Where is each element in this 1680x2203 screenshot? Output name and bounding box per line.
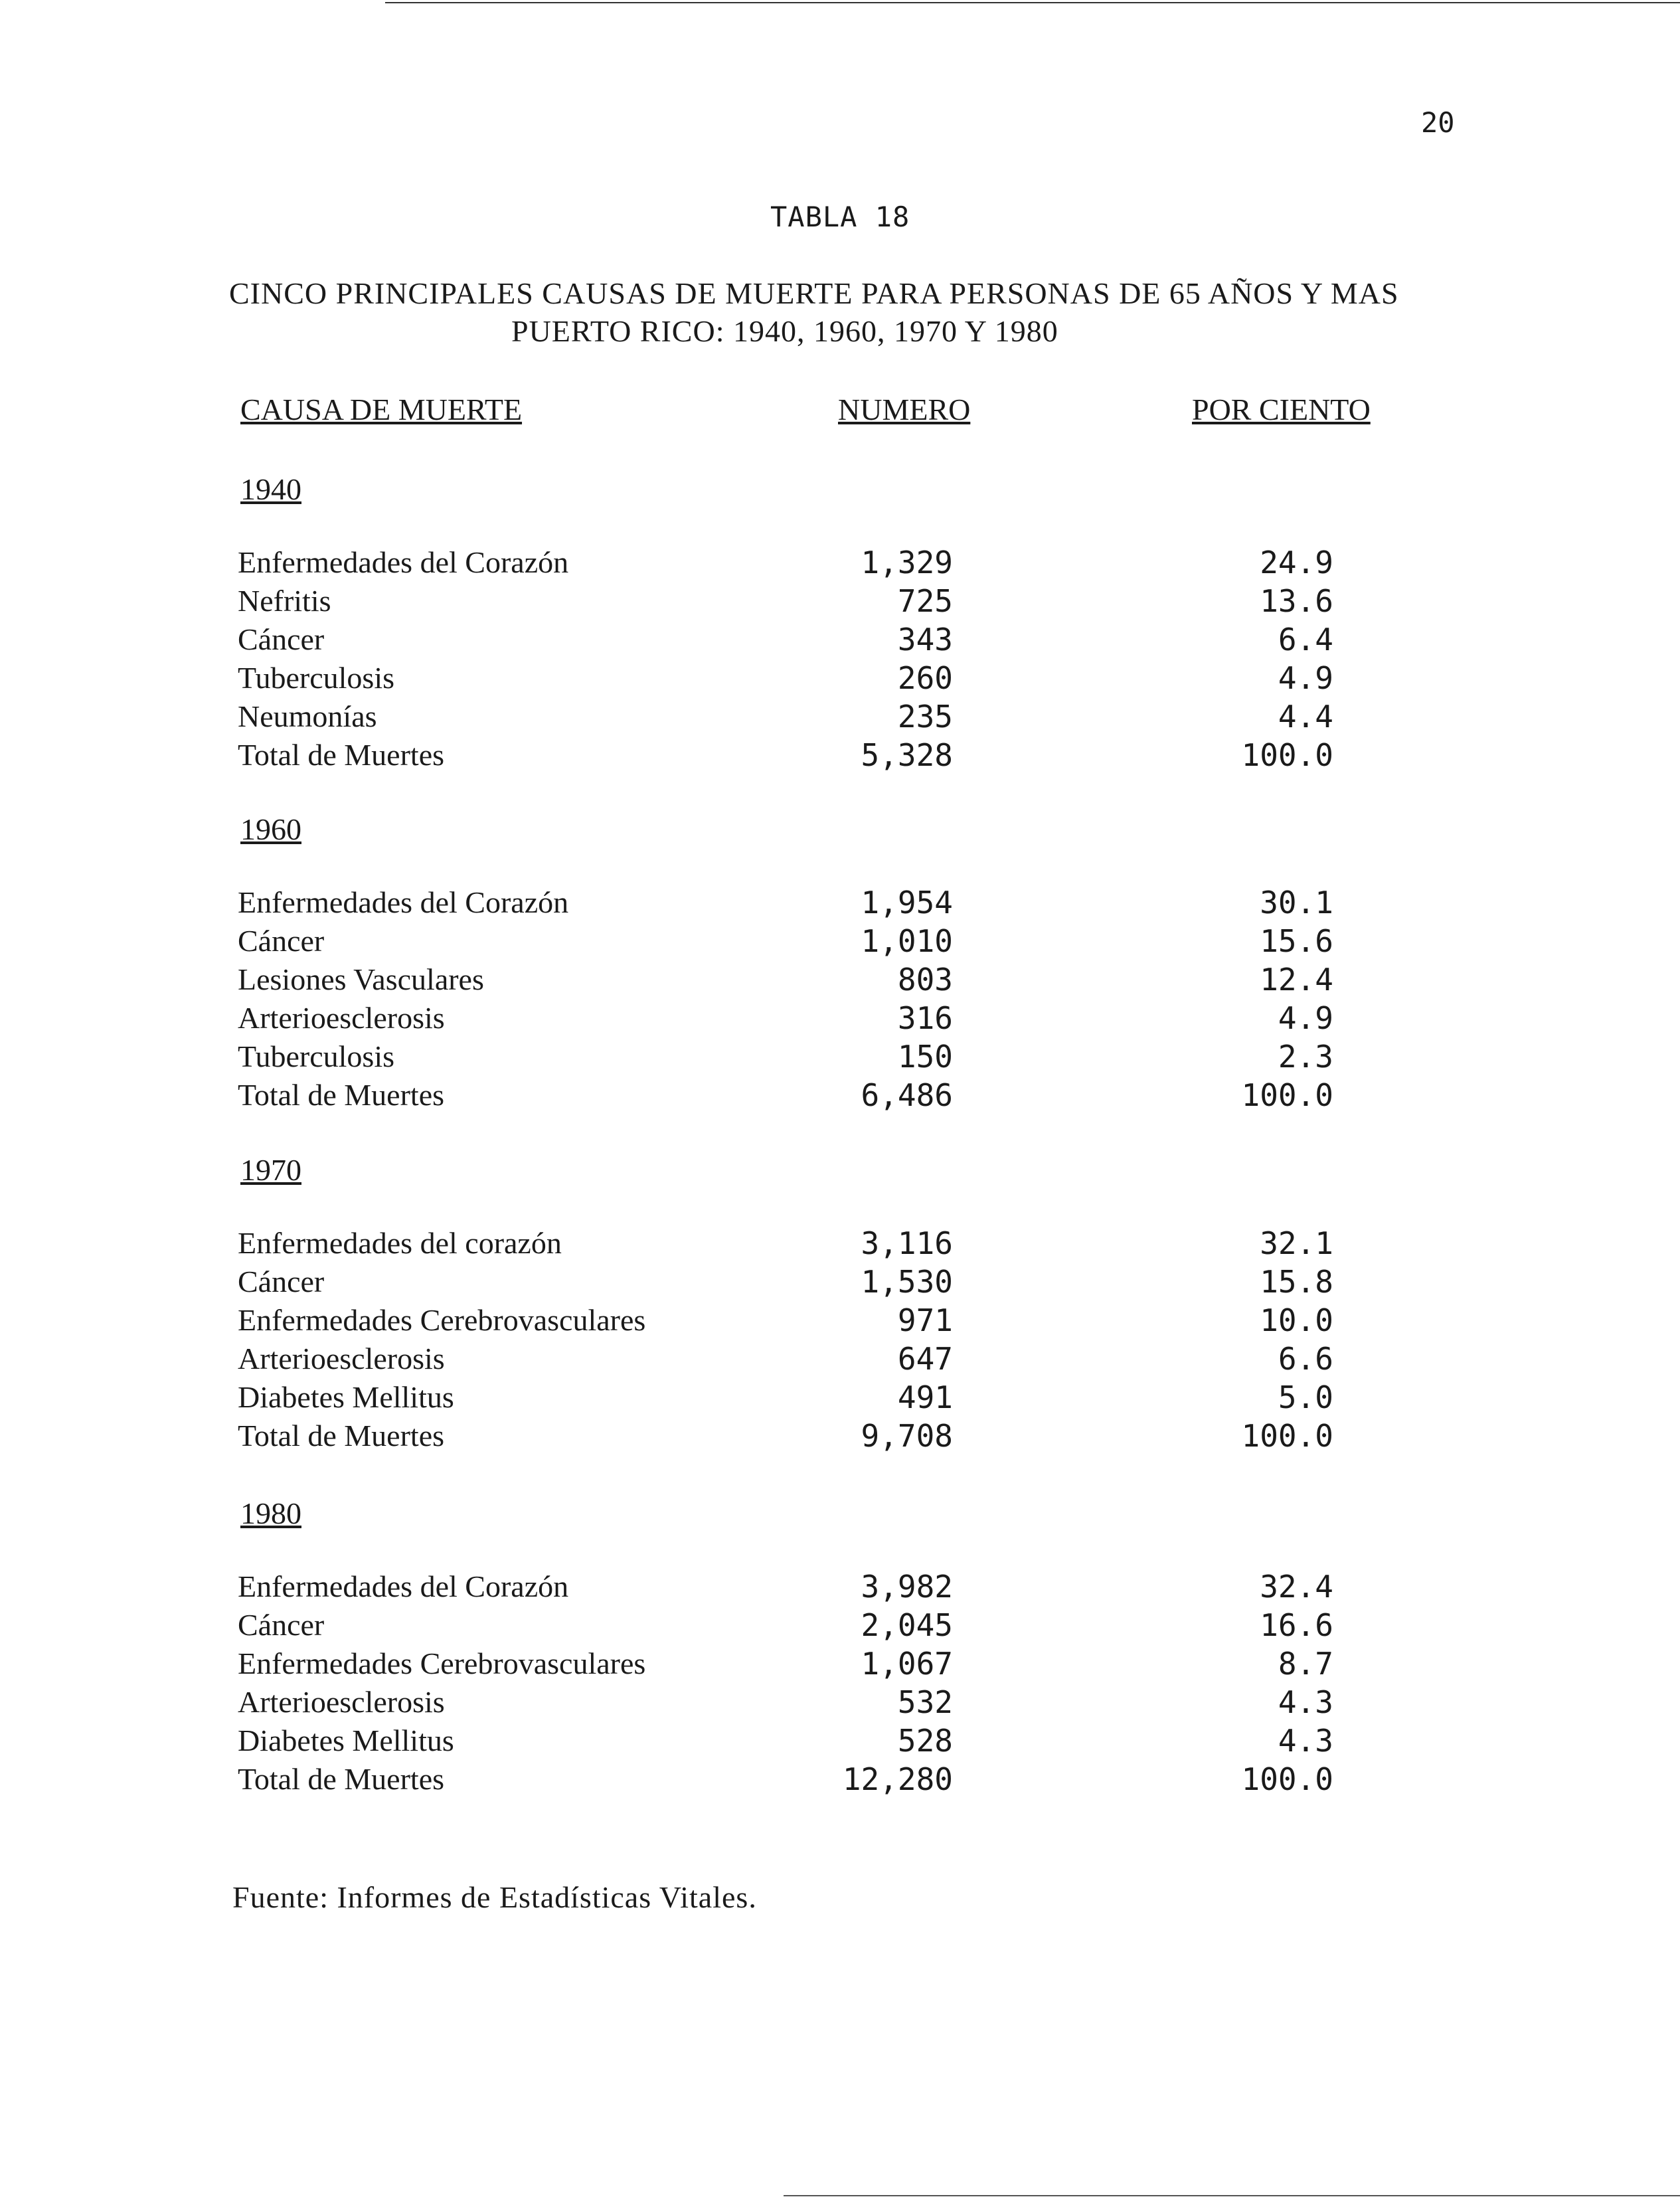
year-heading: 1970 [240,1153,301,1187]
percent-cell: 4.3 [1278,1684,1333,1720]
percent-cell: 30.1 [1260,885,1333,921]
percent-cell: 10.0 [1260,1302,1333,1338]
table-row [0,1000,1680,1039]
percent-cell: 100.0 [1241,1418,1333,1454]
number-cell: 1,530 [861,1264,953,1300]
number-cell: 971 [897,1302,953,1338]
cause-cell: Cáncer [238,1265,325,1298]
number-cell: 5,328 [861,737,953,773]
number-cell: 3,116 [861,1225,953,1261]
table-label: TABLA 18 [770,201,910,233]
table-row [0,699,1680,737]
table-row-total [0,1077,1680,1116]
percent-cell: 4.3 [1278,1723,1333,1759]
number-cell: 260 [897,660,953,696]
number-cell: 343 [897,622,953,658]
column-header-cause: CAUSA DE MUERTE [240,393,523,426]
scan-bottom-edge-line [784,2195,1680,2196]
cause-cell: Neumonías [238,699,377,733]
cause-cell: Total de Muertes [238,738,445,772]
table-row-total [0,1418,1680,1456]
table-row [0,1379,1680,1418]
percent-cell: 100.0 [1241,1761,1333,1797]
table-row [0,1684,1680,1723]
table-row [0,622,1680,660]
table-row [0,583,1680,622]
cause-cell: Total de Muertes [238,1419,445,1453]
percent-cell: 6.6 [1278,1341,1333,1377]
column-header-percent: POR CIENTO [1192,393,1371,426]
table-row [0,1723,1680,1761]
page-number: 20 [1421,106,1455,139]
table-row [0,1607,1680,1646]
number-cell: 1,067 [861,1646,953,1682]
cause-cell: Cáncer [238,924,325,958]
number-cell: 491 [897,1379,953,1415]
percent-cell: 4.9 [1278,660,1333,696]
year-heading: 1940 [240,472,301,506]
cause-cell: Cáncer [238,622,325,656]
cause-cell: Enfermedades Cerebrovasculares [238,1646,646,1680]
number-cell: 1,010 [861,923,953,959]
table-row-total [0,737,1680,776]
cause-cell: Arterioesclerosis [238,1001,445,1035]
cause-cell: Enfermedades del Corazón [238,545,569,579]
column-header-number: NUMERO [838,393,971,426]
cause-cell: Arterioesclerosis [238,1685,445,1719]
percent-cell: 13.6 [1260,583,1333,619]
table-subtitle: PUERTO RICO: 1940, 1960, 1970 Y 1980 [511,314,1058,348]
cause-cell: Lesiones Vasculares [238,962,484,996]
number-cell: 528 [897,1723,953,1759]
number-cell: 1,954 [861,885,953,921]
percent-cell: 32.4 [1260,1569,1333,1605]
scan-top-edge-line [385,2,1680,3]
table-row [0,1569,1680,1607]
number-cell: 3,982 [861,1569,953,1605]
year-heading: 1980 [240,1496,301,1530]
percent-cell: 15.8 [1260,1264,1333,1300]
cause-cell: Enfermedades del corazón [238,1226,562,1260]
number-cell: 2,045 [861,1607,953,1643]
table-row [0,885,1680,923]
table-row [0,660,1680,699]
table-row-total [0,1761,1680,1800]
cause-cell: Enfermedades del Corazón [238,1569,569,1603]
percent-cell: 16.6 [1260,1607,1333,1643]
cause-cell: Enfermedades del Corazón [238,885,569,919]
table-row [0,1341,1680,1379]
percent-cell: 8.7 [1278,1646,1333,1682]
percent-cell: 2.3 [1278,1039,1333,1075]
cause-cell: Cáncer [238,1608,325,1642]
table-title: CINCO PRINCIPALES CAUSAS DE MUERTE PARA PERSONAS DE 65 AÑOS Y MAS [229,276,1399,310]
number-cell: 1,329 [861,545,953,580]
number-cell: 12,280 [842,1761,953,1797]
cause-cell: Enfermedades Cerebrovasculares [238,1303,646,1337]
cause-cell: Diabetes Mellitus [238,1380,454,1414]
cause-cell: Tuberculosis [238,661,394,695]
table-row [0,1264,1680,1302]
percent-cell: 6.4 [1278,622,1333,658]
percent-cell: 32.1 [1260,1225,1333,1261]
percent-cell: 15.6 [1260,923,1333,959]
cause-cell: Total de Muertes [238,1762,445,1796]
percent-cell: 100.0 [1241,737,1333,773]
cause-cell: Total de Muertes [238,1078,445,1112]
table-row [0,923,1680,962]
percent-cell: 100.0 [1241,1077,1333,1113]
number-cell: 532 [897,1684,953,1720]
number-cell: 316 [897,1000,953,1036]
number-cell: 803 [897,962,953,998]
percent-cell: 4.9 [1278,1000,1333,1036]
table-row [0,1646,1680,1684]
cause-cell: Arterioesclerosis [238,1342,445,1375]
year-heading: 1960 [240,812,301,846]
percent-cell: 24.9 [1260,545,1333,580]
percent-cell: 5.0 [1278,1379,1333,1415]
table-row [0,545,1680,583]
percent-cell: 12.4 [1260,962,1333,998]
number-cell: 150 [897,1039,953,1075]
number-cell: 9,708 [861,1418,953,1454]
table-row [0,1225,1680,1264]
number-cell: 6,486 [861,1077,953,1113]
table-row [0,962,1680,1000]
number-cell: 235 [897,699,953,735]
cause-cell: Tuberculosis [238,1039,394,1073]
number-cell: 725 [897,583,953,619]
percent-cell: 4.4 [1278,699,1333,735]
source-note: Fuente: Informes de Estadísticas Vitales. [232,1880,757,1914]
cause-cell: Nefritis [238,584,331,618]
number-cell: 647 [897,1341,953,1377]
table-row [0,1039,1680,1077]
cause-cell: Diabetes Mellitus [238,1723,454,1757]
table-row [0,1302,1680,1341]
